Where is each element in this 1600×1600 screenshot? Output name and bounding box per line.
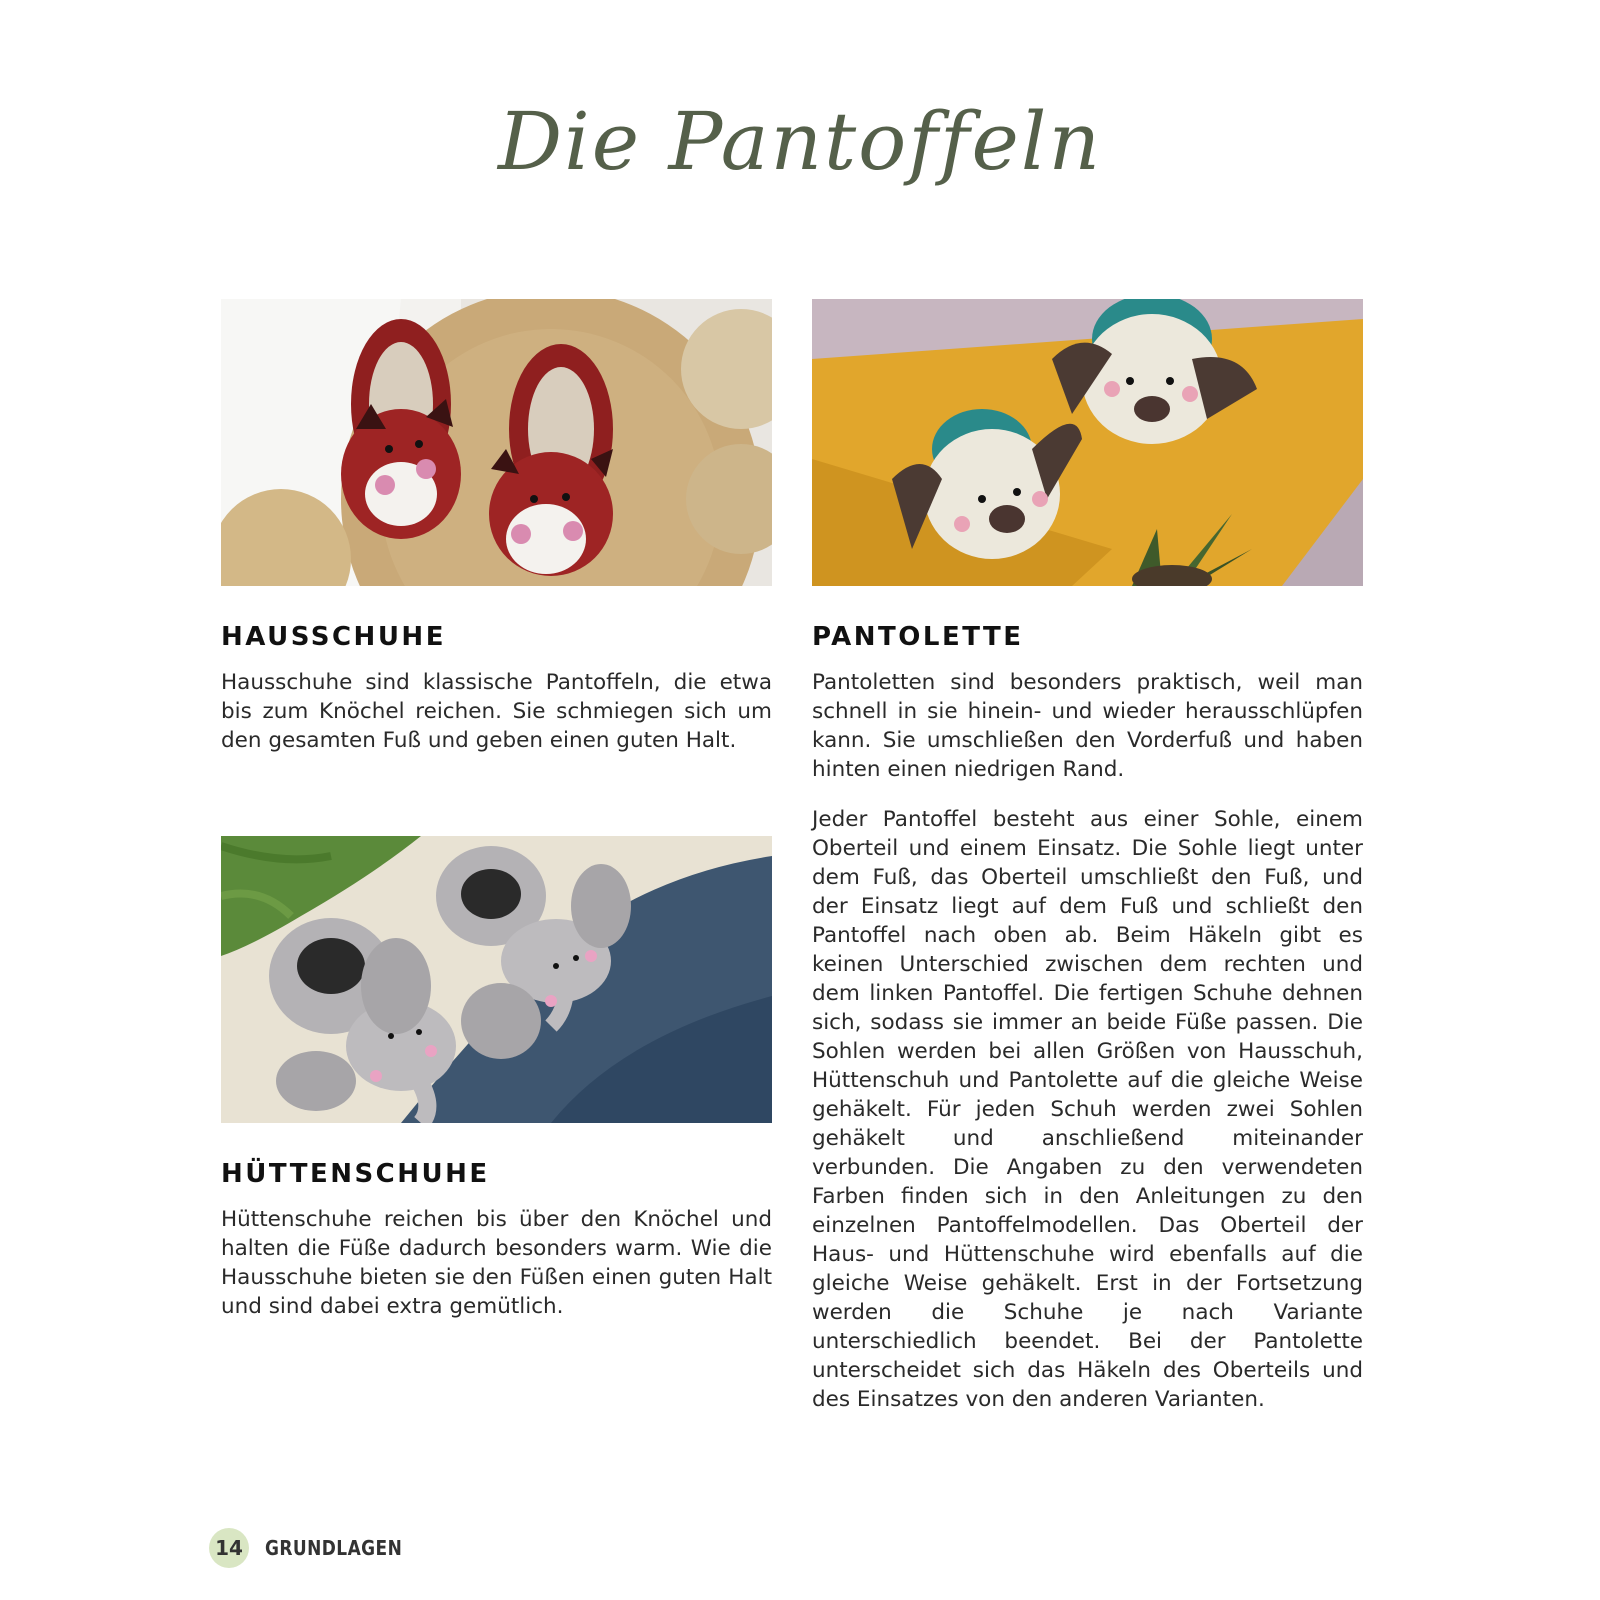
huettenschuhe-photo bbox=[221, 836, 772, 1123]
page-title: Die Pantoffeln bbox=[498, 95, 1102, 188]
huettenschuhe-text bbox=[221, 1205, 772, 1321]
hausschuhe-heading: HAUSSCHUHE bbox=[221, 622, 446, 652]
pantolette-heading: PANTOLETTE bbox=[812, 622, 1024, 652]
pantolette-text bbox=[812, 668, 1363, 784]
huettenschuhe-heading: HÜTTENSCHUHE bbox=[221, 1159, 490, 1189]
pantolette-paragraph: Pantoletten sind besonders praktisch, weil man schnell in sie hinein- und wieder herausschlüpfen kann. Sie umschließen den Vorderfuß und haben hinten einen niedrigen Rand. bbox=[812, 670, 1363, 782]
section-label: GRUNDLAGEN bbox=[265, 1536, 403, 1560]
hausschuhe-paragraph: Hausschuhe sind klassische Pantoffeln, die etwa bis zum Knöchel reichen. Sie schmiegen sich um den gesamten Fuß und geben einen guten Halt. bbox=[221, 670, 772, 753]
hausschuhe-text bbox=[221, 668, 772, 755]
construction-paragraph: Jeder Pantoffel besteht aus einer Sohle, einem Oberteil und einem Einsatz. Die Sohle liegt unter dem Fuß, das Oberteil umschließt den Fuß, und der Einsatz liegt auf dem Fuß und schließt den Pantoffel nach oben ab. Beim Häkeln gibt es keinen Unterschied zwischen dem rechten und dem linken Pantoffel. Die fertigen Schuhe dehnen sich, sodass sie immer an beide Füße passen. Die Sohlen werden bei allen Größen von Hausschuh, Hüttenschuh und Pantolette auf die gleiche Weise gehäkelt. Für jeden Schuh werden zwei Sohlen gehäkelt und anschließend miteinander verbunden. Die Angaben zu den verwendeten Farben finden sich in den Anleitungen zu den einzelnen Pantoffelmodellen. Das Oberteil der Haus- und Hüttenschuhe wird ebenfalls auf die gleiche Weise gehäkelt. Erst in der Fortsetzung werden die Schuhe je nach Variante unterschiedlich beendet. Bei der Pantolette unterscheidet sich das Häkeln des Oberteils und des Einsatzes von den anderen Varianten. bbox=[812, 807, 1363, 1412]
construction-text bbox=[812, 805, 1363, 1414]
pantolette-photo bbox=[812, 299, 1363, 586]
page-number: 14 bbox=[209, 1528, 249, 1568]
huettenschuhe-paragraph: Hüttenschuhe reichen bis über den Knöchel und halten die Füße dadurch besonders warm. Wie die Hausschuhe bieten sie den Füßen einen guten Halt und sind dabei extra gemütlich. bbox=[221, 1207, 772, 1319]
hausschuhe-photo bbox=[221, 299, 772, 586]
